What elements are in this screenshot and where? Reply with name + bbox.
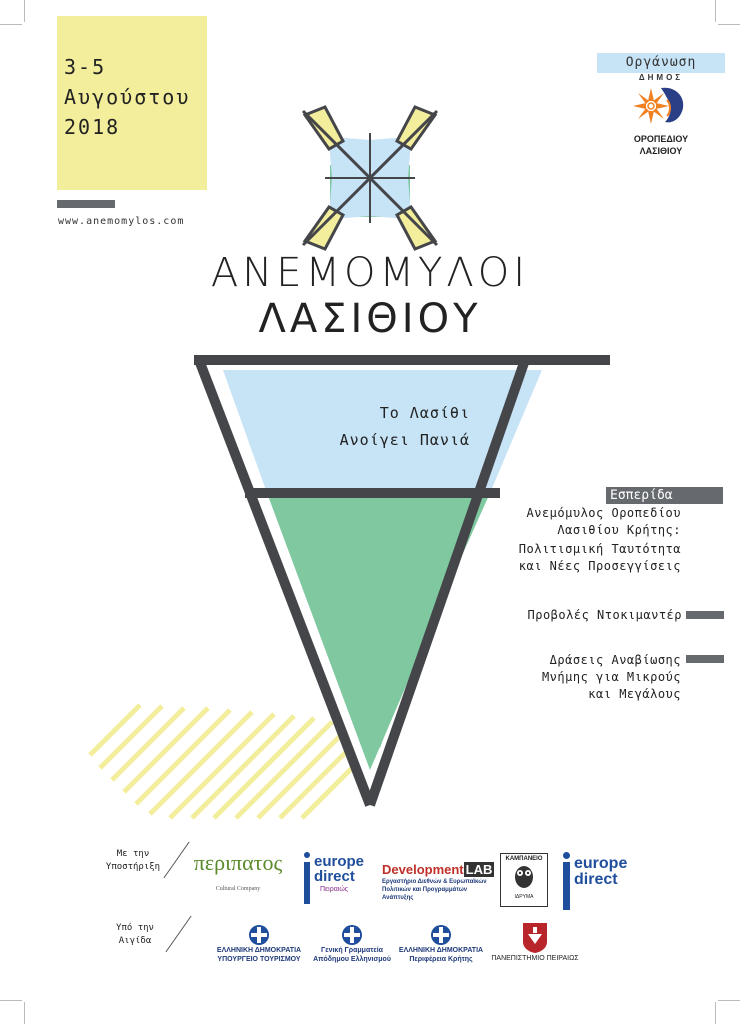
kampanio-sub: ΙΔΡΥΜΑ xyxy=(514,894,534,900)
date-range: 3-5 xyxy=(64,55,107,79)
europe-direct-2-line2: direct xyxy=(574,871,618,888)
esperida-line3: Πολιτισμική Ταυτότητα xyxy=(518,542,681,556)
development-lab-logo xyxy=(382,862,492,902)
devlab-sub1: Εργαστήριο Διεθνών & Ευρωπαϊκών xyxy=(382,879,487,885)
tagline-line2: Ανοίγει Πανιά xyxy=(339,431,470,449)
esperida-label: Εσπερίδα xyxy=(606,487,723,504)
actions-item xyxy=(542,652,681,703)
support-label-line1: Με την xyxy=(116,849,150,859)
crop-mark xyxy=(715,0,716,22)
devlab-lab: LAB xyxy=(465,862,493,877)
org1-line2: ΥΠΟΥΡΓΕΙΟ ΤΟΥΡΙΣΜΟΥ xyxy=(217,956,301,963)
europe-direct-1-text xyxy=(314,854,364,884)
tagline xyxy=(270,400,470,454)
auspices-label-line2: Αιγίδα xyxy=(118,936,152,946)
auspices-label-line1: Υπό την xyxy=(116,923,154,933)
org2-line2: Απόδημου Ελληνισμού xyxy=(313,956,391,963)
crop-mark xyxy=(0,24,22,25)
esperida-subtitle xyxy=(519,541,681,575)
website-link[interactable]: www.anemomylos.com xyxy=(58,216,185,227)
accent-bar xyxy=(686,655,724,663)
crop-mark xyxy=(718,1000,740,1001)
europe-direct-1-line1: europe xyxy=(314,853,365,870)
europe-direct-i-icon xyxy=(304,862,310,904)
greek-emblem-icon xyxy=(430,924,452,946)
europe-direct-2-line1: europe xyxy=(574,855,628,872)
owl-icon xyxy=(509,862,539,890)
university-piraeus-logo xyxy=(490,922,580,963)
peripatos-logo xyxy=(186,850,290,892)
crop-mark xyxy=(718,24,740,25)
org3-line1: ΕΛΛΗΝΙΚΗ ΔΗΜΟΚΡΑΤΙΑ xyxy=(398,947,484,954)
accent-bar xyxy=(686,611,724,619)
peripatos-sub: Cultural Company xyxy=(215,886,261,892)
crop-mark xyxy=(24,0,25,22)
crop-mark xyxy=(0,1000,22,1001)
org4-name: ΠΑΝΕΠΙΣΤΗΜΙΟ ΠΕΙΡΑΙΩΣ xyxy=(491,955,579,962)
organizer-label: Οργάνωση xyxy=(597,53,725,73)
municipality-name-line1: ΟΡΟΠΕΔΙΟΥ xyxy=(633,134,689,144)
europe-direct-1-sub: Πειραιώς xyxy=(320,886,349,893)
europe-direct-dot-icon xyxy=(304,852,310,858)
esperida-line1: Ανεμόμυλος Οροπεδίου xyxy=(526,506,681,520)
documentaries-item: Προβολές Ντοκιμαντέρ xyxy=(527,608,682,622)
crop-mark xyxy=(24,1002,25,1024)
devlab-sub2: Πολιτικών και Προγραμμάτων Ανάπτυξης xyxy=(382,887,468,901)
support-label-line2: Υποστήριξη xyxy=(105,862,161,872)
esperida-line4: και Νέες Προσεγγίσεις xyxy=(518,559,681,573)
ministry-tourism-logo xyxy=(210,924,308,964)
municipality-top: ΔΗΜΟΣ xyxy=(638,73,684,82)
general-secretariat-logo xyxy=(306,924,398,964)
org2-line1: Γενική Γραμματεία xyxy=(321,947,383,954)
org1-line1: ΕΛΛΗΝΙΚΗ ΔΗΜΟΚΡΑΤΙΑ xyxy=(216,947,302,954)
esperida-line2: Λασιθίου Κρήτης: xyxy=(557,523,681,537)
support-label xyxy=(98,848,168,874)
kampanio-label: ΚΑΜΠΑΝΕΙΟ xyxy=(505,856,543,862)
greek-emblem-icon xyxy=(341,924,363,946)
greek-emblem-icon xyxy=(248,924,270,946)
europe-direct-1-line2: direct xyxy=(314,868,355,885)
event-date xyxy=(64,52,190,142)
esperida-title xyxy=(527,505,682,539)
devlab-main: Development xyxy=(382,862,464,877)
org3-line2: Περιφέρεια Κρήτης xyxy=(409,956,473,963)
kampanio-logo xyxy=(500,853,548,907)
municipality-emblem-icon xyxy=(631,82,691,128)
date-year: 2018 xyxy=(64,115,121,139)
actions-line3: και Μεγάλους xyxy=(588,687,681,701)
windmill-icon xyxy=(295,103,445,253)
europe-direct-2-text xyxy=(574,856,627,888)
accent-bar xyxy=(57,200,115,208)
title-line2: ΛΑΣΙΘΙΟΥ xyxy=(258,296,482,342)
actions-line1: Δράσεις Αναβίωσης xyxy=(549,653,681,667)
europe-direct-dot-icon xyxy=(563,852,570,859)
europe-direct-i-icon xyxy=(563,862,570,910)
tagline-line1: Το Λασίθι xyxy=(379,404,470,422)
crop-mark xyxy=(715,1002,716,1024)
region-crete-logo xyxy=(395,924,487,964)
date-month: Αυγούστου xyxy=(64,85,191,109)
title-line1: ΑΝΕΜΟΜΥΛΟΙ xyxy=(210,250,530,296)
peripatos-name: περιπατος xyxy=(193,850,283,875)
municipality-name-line2: ΛΑΣΙΘΙΟΥ xyxy=(639,146,683,156)
municipality-logo xyxy=(597,73,725,157)
auspices-label xyxy=(100,922,170,948)
actions-line2: Μνήμης για Μικρούς xyxy=(541,670,681,684)
university-shield-icon xyxy=(522,922,548,954)
